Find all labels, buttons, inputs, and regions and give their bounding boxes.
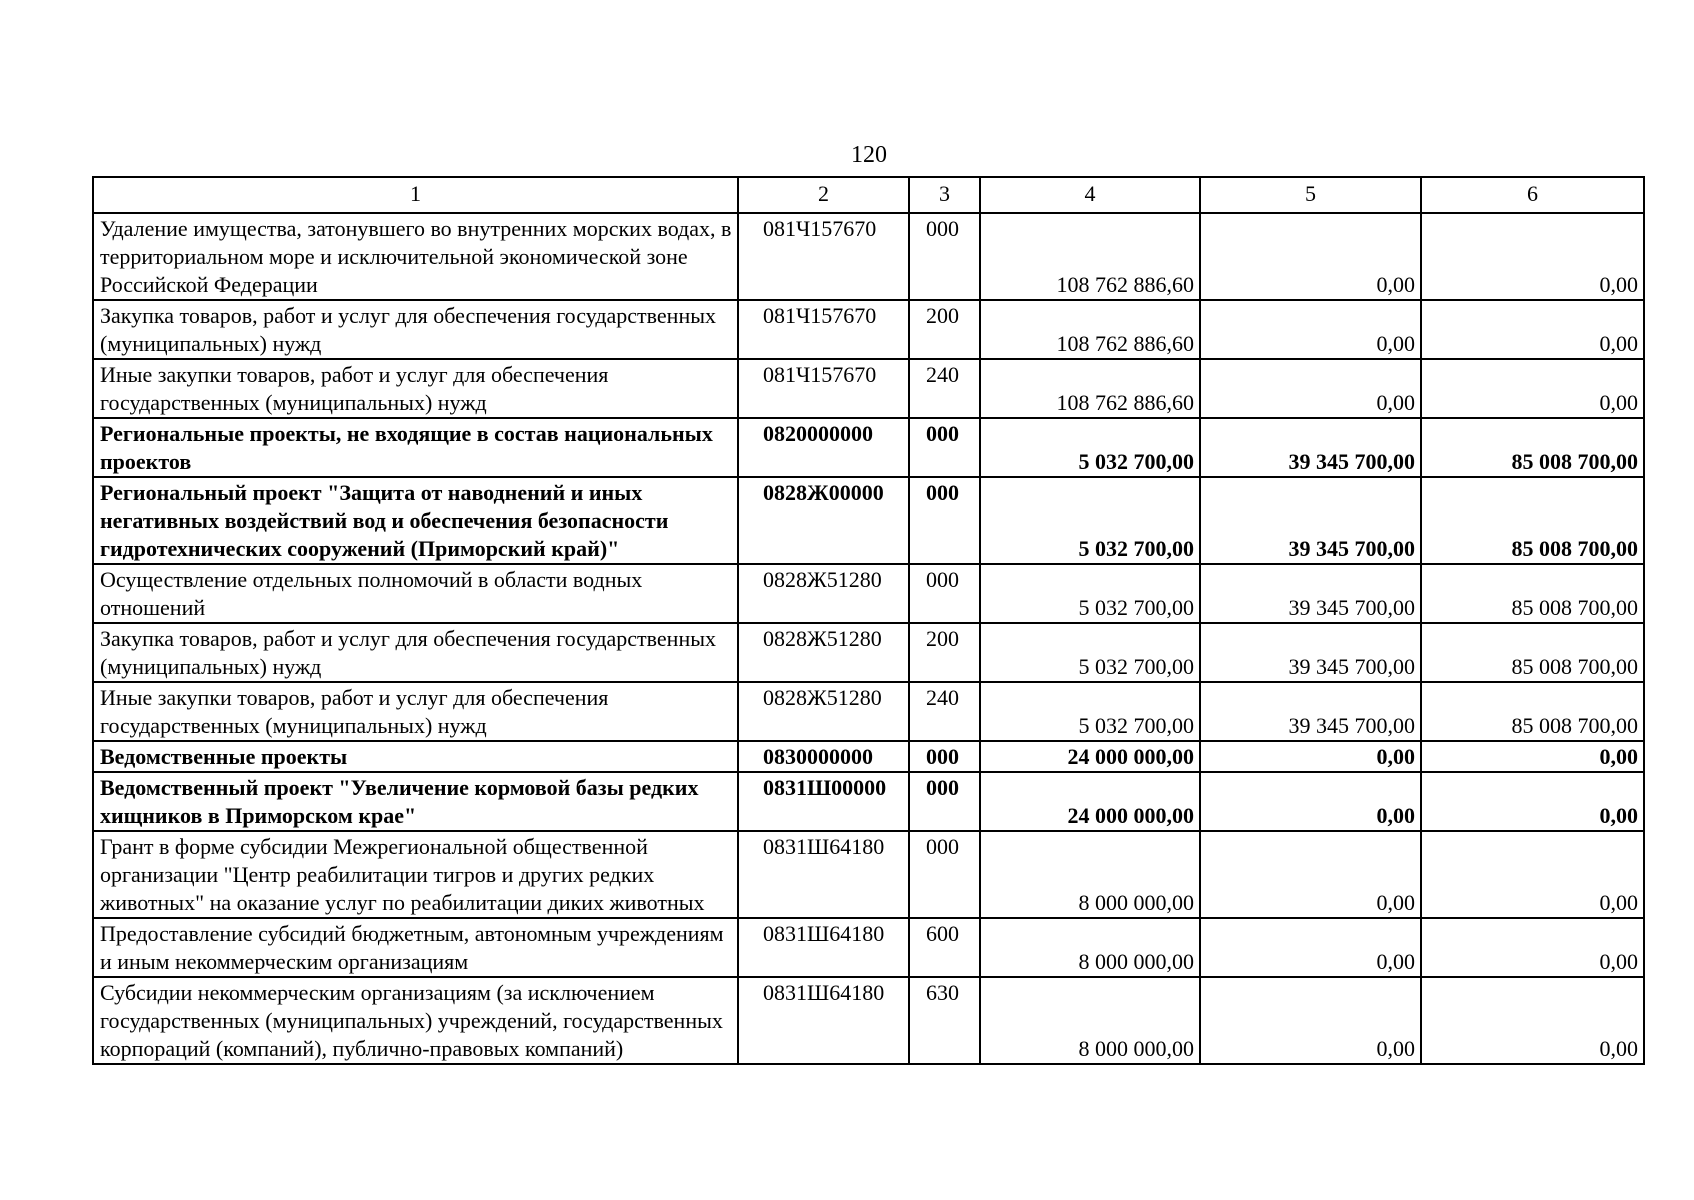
row-name-cell: Ведомственный проект "Увеличение кормовой базы редких хищников в Приморском крае" bbox=[93, 772, 738, 831]
column-header: 6 bbox=[1421, 177, 1644, 213]
row-code-cell: 081Ч157670 bbox=[738, 213, 909, 300]
row-value-6-cell: 85 008 700,00 bbox=[1421, 477, 1644, 564]
row-value-4-cell: 24 000 000,00 bbox=[980, 741, 1200, 772]
row-value-5-cell: 39 345 700,00 bbox=[1200, 623, 1421, 682]
row-name-cell: Грант в форме субсидии Межрегиональной общественной организации "Центр реабилитации тигров и других редких животных" на оказание услуг по реабилитации диких животных bbox=[93, 831, 738, 918]
row-code-cell: 0831Ш64180 bbox=[738, 918, 909, 977]
row-value-5-cell: 0,00 bbox=[1200, 918, 1421, 977]
row-name-cell: Иные закупки товаров, работ и услуг для обеспечения государственных (муниципальных) нужд bbox=[93, 682, 738, 741]
row-value-5-cell: 39 345 700,00 bbox=[1200, 477, 1421, 564]
row-type-cell: 240 bbox=[909, 682, 980, 741]
column-header: 5 bbox=[1200, 177, 1421, 213]
row-value-4-cell: 5 032 700,00 bbox=[980, 564, 1200, 623]
table-row bbox=[93, 359, 1644, 418]
row-value-4-cell: 8 000 000,00 bbox=[980, 918, 1200, 977]
table-row bbox=[93, 623, 1644, 682]
row-value-5-cell: 0,00 bbox=[1200, 300, 1421, 359]
row-value-4-cell: 5 032 700,00 bbox=[980, 623, 1200, 682]
table-row bbox=[93, 418, 1644, 477]
row-value-5-cell: 39 345 700,00 bbox=[1200, 682, 1421, 741]
row-code-cell: 0828Ж51280 bbox=[738, 623, 909, 682]
row-value-6-cell: 85 008 700,00 bbox=[1421, 564, 1644, 623]
budget-table bbox=[92, 176, 1645, 1065]
row-name-cell: Субсидии некоммерческим организациям (за исключением государственных (муниципальных) учреждений, государственных корпораций (компаний), публично-правовых компаний) bbox=[93, 977, 738, 1064]
row-value-5-cell: 0,00 bbox=[1200, 359, 1421, 418]
row-type-cell: 240 bbox=[909, 359, 980, 418]
row-type-cell: 000 bbox=[909, 477, 980, 564]
row-code-cell: 0820000000 bbox=[738, 418, 909, 477]
table-row bbox=[93, 977, 1644, 1064]
row-value-5-cell: 0,00 bbox=[1200, 831, 1421, 918]
row-value-6-cell: 0,00 bbox=[1421, 359, 1644, 418]
table-row bbox=[93, 831, 1644, 918]
table-row bbox=[93, 213, 1644, 300]
row-value-6-cell: 0,00 bbox=[1421, 831, 1644, 918]
row-name-cell: Предоставление субсидий бюджетным, автономным учреждениям и иным некоммерческим организациям bbox=[93, 918, 738, 977]
row-name-cell: Ведомственные проекты bbox=[93, 741, 738, 772]
row-code-cell: 0828Ж00000 bbox=[738, 477, 909, 564]
row-code-cell: 0831Ш00000 bbox=[738, 772, 909, 831]
row-type-cell: 600 bbox=[909, 918, 980, 977]
column-header: 2 bbox=[738, 177, 909, 213]
row-value-5-cell: 0,00 bbox=[1200, 741, 1421, 772]
row-value-5-cell: 0,00 bbox=[1200, 213, 1421, 300]
table-row bbox=[93, 741, 1644, 772]
row-type-cell: 000 bbox=[909, 213, 980, 300]
row-code-cell: 0831Ш64180 bbox=[738, 831, 909, 918]
table-header-row bbox=[93, 177, 1644, 213]
page-number: 120 bbox=[851, 142, 887, 168]
row-value-4-cell: 108 762 886,60 bbox=[980, 300, 1200, 359]
row-value-6-cell: 0,00 bbox=[1421, 977, 1644, 1064]
table-body bbox=[93, 213, 1644, 1064]
row-code-cell: 0828Ж51280 bbox=[738, 564, 909, 623]
row-code-cell: 0828Ж51280 bbox=[738, 682, 909, 741]
row-value-4-cell: 8 000 000,00 bbox=[980, 831, 1200, 918]
row-name-cell: Иные закупки товаров, работ и услуг для обеспечения государственных (муниципальных) нужд bbox=[93, 359, 738, 418]
row-value-5-cell: 0,00 bbox=[1200, 772, 1421, 831]
column-header: 4 bbox=[980, 177, 1200, 213]
row-value-4-cell: 108 762 886,60 bbox=[980, 359, 1200, 418]
row-type-cell: 000 bbox=[909, 772, 980, 831]
row-type-cell: 000 bbox=[909, 741, 980, 772]
row-value-4-cell: 5 032 700,00 bbox=[980, 418, 1200, 477]
row-value-5-cell: 0,00 bbox=[1200, 977, 1421, 1064]
table-row bbox=[93, 918, 1644, 977]
row-name-cell: Закупка товаров, работ и услуг для обеспечения государственных (муниципальных) нужд bbox=[93, 623, 738, 682]
row-value-6-cell: 0,00 bbox=[1421, 213, 1644, 300]
row-type-cell: 200 bbox=[909, 623, 980, 682]
row-value-4-cell: 8 000 000,00 bbox=[980, 977, 1200, 1064]
row-code-cell: 0831Ш64180 bbox=[738, 977, 909, 1064]
row-value-5-cell: 39 345 700,00 bbox=[1200, 418, 1421, 477]
row-value-4-cell: 108 762 886,60 bbox=[980, 213, 1200, 300]
row-value-4-cell: 5 032 700,00 bbox=[980, 682, 1200, 741]
row-value-6-cell: 0,00 bbox=[1421, 300, 1644, 359]
table-row bbox=[93, 564, 1644, 623]
column-header: 1 bbox=[93, 177, 738, 213]
row-code-cell: 081Ч157670 bbox=[738, 359, 909, 418]
row-name-cell: Региональные проекты, не входящие в состав национальных проектов bbox=[93, 418, 738, 477]
row-value-6-cell: 85 008 700,00 bbox=[1421, 623, 1644, 682]
row-code-cell: 081Ч157670 bbox=[738, 300, 909, 359]
row-value-6-cell: 0,00 bbox=[1421, 918, 1644, 977]
row-type-cell: 000 bbox=[909, 564, 980, 623]
row-value-6-cell: 0,00 bbox=[1421, 772, 1644, 831]
row-value-6-cell: 85 008 700,00 bbox=[1421, 682, 1644, 741]
row-name-cell: Удаление имущества, затонувшего во внутренних морских водах, в территориальном море и исключительной экономической зоне Российской Федерации bbox=[93, 213, 738, 300]
row-value-4-cell: 24 000 000,00 bbox=[980, 772, 1200, 831]
column-header: 3 bbox=[909, 177, 980, 213]
row-code-cell: 0830000000 bbox=[738, 741, 909, 772]
row-type-cell: 000 bbox=[909, 418, 980, 477]
row-name-cell: Закупка товаров, работ и услуг для обеспечения государственных (муниципальных) нужд bbox=[93, 300, 738, 359]
row-type-cell: 200 bbox=[909, 300, 980, 359]
row-name-cell: Региональный проект "Защита от наводнений и иных негативных воздействий вод и обеспечения безопасности гидротехнических сооружений (Приморский край)" bbox=[93, 477, 738, 564]
row-type-cell: 000 bbox=[909, 831, 980, 918]
row-value-5-cell: 39 345 700,00 bbox=[1200, 564, 1421, 623]
table-row bbox=[93, 300, 1644, 359]
row-name-cell: Осуществление отдельных полномочий в области водных отношений bbox=[93, 564, 738, 623]
row-type-cell: 630 bbox=[909, 977, 980, 1064]
table-row bbox=[93, 477, 1644, 564]
table-row bbox=[93, 682, 1644, 741]
table-row bbox=[93, 772, 1644, 831]
row-value-4-cell: 5 032 700,00 bbox=[980, 477, 1200, 564]
row-value-6-cell: 85 008 700,00 bbox=[1421, 418, 1644, 477]
row-value-6-cell: 0,00 bbox=[1421, 741, 1644, 772]
